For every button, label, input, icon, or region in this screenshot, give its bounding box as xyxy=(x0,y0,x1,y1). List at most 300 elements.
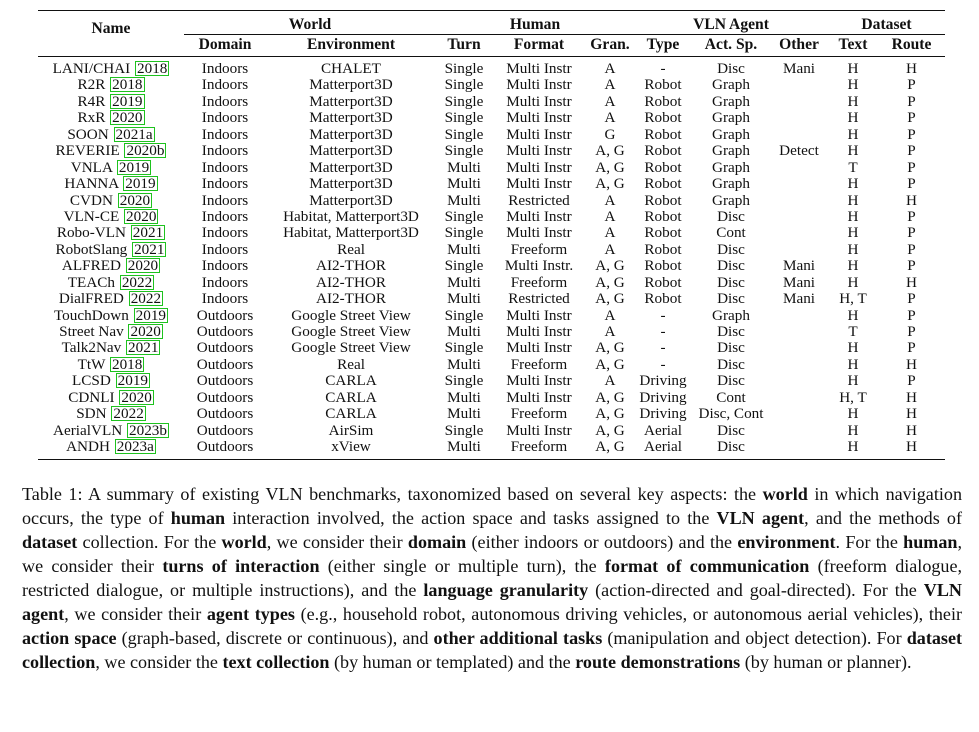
cell-text: H xyxy=(847,143,859,160)
cell-action-space: Disc xyxy=(717,340,745,357)
cell-turn: Single xyxy=(444,77,484,94)
caption-text: (by human or planner). xyxy=(740,652,912,672)
cell-route: P xyxy=(907,307,916,324)
cell-type: Driving xyxy=(639,373,687,390)
cell-format: Multi Instr xyxy=(506,110,572,127)
cell-text: H xyxy=(847,110,859,127)
cell-environment: CARLA xyxy=(325,406,377,423)
cell-action-space: Disc xyxy=(717,373,745,390)
cell-format: Freeform xyxy=(492,439,586,459)
cell-name xyxy=(38,176,184,192)
benchmark-name: SOON xyxy=(67,126,109,143)
cell-domain: Outdoors xyxy=(196,422,254,439)
cell-name xyxy=(38,77,184,93)
cell-type: Aerial xyxy=(644,422,682,439)
cell-format: Freeform xyxy=(510,406,568,423)
cell-format: Freeform xyxy=(510,274,568,291)
cell-text: H xyxy=(847,225,859,242)
cell-text: T xyxy=(848,324,858,341)
benchmark-name: SDN xyxy=(76,406,107,423)
benchmark-name: VNLA xyxy=(70,159,113,176)
cell-action-space: Graph xyxy=(712,110,750,127)
cell-format: Multi Instr xyxy=(506,422,572,439)
citation-link[interactable]: 2019 xyxy=(135,307,167,324)
cell-environment: Google Street View xyxy=(291,324,411,341)
cell-domain: Outdoors xyxy=(196,324,254,341)
caption-bold-term: VLN agent xyxy=(716,508,805,528)
caption-text: Table 1: A summary of existing VLN benchmarks, taxonomized based on several key aspects: the xyxy=(22,484,763,504)
cell-type: - xyxy=(660,60,666,78)
table-row xyxy=(38,308,945,324)
cell-format: Restricted xyxy=(508,291,570,308)
cell-name xyxy=(38,258,184,274)
cell-environment: Real xyxy=(337,356,365,373)
cell-route: P xyxy=(907,258,916,275)
benchmark-name: LANI/CHAI xyxy=(52,60,131,78)
cell-turn: Multi xyxy=(436,439,492,459)
benchmark-name: VLN-CE xyxy=(63,208,120,225)
citation-link[interactable]: 2020 xyxy=(112,110,143,127)
cell-text: H xyxy=(847,241,859,258)
cell-name xyxy=(38,423,184,439)
cell-other xyxy=(770,193,828,209)
cell-other: Mani xyxy=(782,258,816,275)
cell-domain: Indoors xyxy=(201,176,249,193)
cell-type: Robot xyxy=(644,93,682,110)
cell-granularity: A, G xyxy=(595,258,625,275)
caption-text: (action-directed and goal-directed). For the xyxy=(588,580,924,600)
benchmark-name: REVERIE xyxy=(55,143,120,160)
cell-action-space: Graph xyxy=(712,159,750,176)
cell-route: P xyxy=(907,291,916,308)
cell-type: Robot xyxy=(644,77,682,94)
citation-link[interactable]: 2020 xyxy=(121,389,152,406)
cell-turn: Single xyxy=(444,422,484,439)
cell-name xyxy=(38,110,184,126)
cell-turn: Multi xyxy=(447,406,481,423)
cell-route: H xyxy=(906,274,917,291)
citation-link[interactable]: 2019 xyxy=(118,159,150,176)
cell-granularity: A, G xyxy=(586,439,634,459)
cell-format: Multi Instr xyxy=(506,373,572,390)
citation-link[interactable]: 2020 xyxy=(127,258,159,275)
cell-domain: Indoors xyxy=(201,192,249,209)
table-row xyxy=(38,127,945,143)
cell-turn: Single xyxy=(444,373,484,390)
citation-link[interactable]: 2021 xyxy=(128,340,159,357)
cell-action-space: Graph xyxy=(712,176,750,193)
table-row xyxy=(38,357,945,373)
cell-type: Robot xyxy=(644,176,682,193)
vln-benchmark-table xyxy=(38,10,945,460)
table-row xyxy=(38,275,945,291)
table-row xyxy=(38,291,945,307)
caption-bold-term: other additional tasks xyxy=(433,628,603,648)
benchmark-name: TtW xyxy=(77,356,106,373)
caption-text: (freeform dialogue, restricted dialogue, or multiple instructions), and the xyxy=(22,556,963,600)
cell-other xyxy=(770,308,828,324)
caption-bold-term: turns of interaction xyxy=(162,556,320,576)
header-group-world: World xyxy=(184,11,436,35)
cell-format: Multi Instr xyxy=(506,389,572,406)
table-row xyxy=(38,193,945,209)
caption-bold-term: action space xyxy=(22,628,117,648)
header-group-dataset: Dataset xyxy=(828,11,945,35)
cell-environment: CARLA xyxy=(325,373,377,390)
cell-text: H xyxy=(847,192,859,209)
cell-domain: Outdoors xyxy=(196,307,254,324)
cell-format: Multi Instr xyxy=(506,143,572,160)
cell-text: H xyxy=(847,373,859,390)
caption-bold-term: route demonstrations xyxy=(575,652,741,672)
cell-route: H xyxy=(906,192,917,209)
caption-bold-term: agent types xyxy=(206,604,295,624)
table-row xyxy=(38,242,945,258)
cell-turn: Multi xyxy=(447,159,481,176)
cell-type: Robot xyxy=(644,241,682,258)
cell-type: Robot xyxy=(644,126,682,143)
cell-environment: AirSim xyxy=(328,422,374,439)
table-row xyxy=(38,390,945,406)
citation-link[interactable]: 2019 xyxy=(125,176,156,193)
cell-environment: Habitat, Matterport3D xyxy=(283,225,419,242)
caption-bold-term: world xyxy=(221,532,267,552)
cell-granularity: A, G xyxy=(595,176,625,193)
cell-action-space: Disc xyxy=(717,208,745,225)
benchmark-name: AerialVLN xyxy=(53,422,123,439)
cell-granularity: A xyxy=(604,307,616,324)
cell-environment: Matterport3D xyxy=(309,192,393,209)
cell-text: H xyxy=(847,422,859,439)
cell-format: Multi Instr xyxy=(506,176,572,193)
caption-text: , we consider their xyxy=(266,532,408,552)
cell-format: Multi Instr xyxy=(506,60,572,78)
cell-route: P xyxy=(907,241,916,258)
table-row xyxy=(38,406,945,422)
cell-action-space: Cont xyxy=(716,389,746,406)
benchmark-name: RxR xyxy=(77,110,106,127)
cell-granularity: A xyxy=(604,110,616,127)
cell-name xyxy=(38,94,184,110)
cell-type: Robot xyxy=(644,208,682,225)
cell-name xyxy=(38,193,184,209)
cell-action-space: Graph xyxy=(712,93,750,110)
cell-domain: Indoors xyxy=(201,241,249,258)
cell-text: H xyxy=(847,356,859,373)
cell-action-space: Graph xyxy=(712,143,750,160)
table-row xyxy=(38,423,945,439)
header-environment: Environment xyxy=(266,35,436,57)
benchmark-name: HANNA xyxy=(64,176,119,193)
table-row xyxy=(38,94,945,110)
caption-bold-term: human xyxy=(903,532,958,552)
citation-link[interactable]: 2019 xyxy=(112,93,143,110)
header-type: Type xyxy=(634,35,692,57)
table-row xyxy=(38,57,945,78)
cell-environment: CHALET xyxy=(321,60,381,78)
cell-type: - xyxy=(660,356,666,373)
cell-name xyxy=(38,57,184,78)
cell-environment: AI2-THOR xyxy=(315,258,387,275)
table-row xyxy=(38,225,945,241)
table-row xyxy=(38,110,945,126)
cell-name xyxy=(38,291,184,307)
cell-format: Multi Instr xyxy=(506,340,572,357)
citation-link[interactable]: 2021a xyxy=(115,126,153,143)
caption-text: , we consider the xyxy=(95,652,223,672)
caption-text: , we consider their xyxy=(64,604,207,624)
cell-action-space: Graph xyxy=(712,307,750,324)
cell-route: P xyxy=(907,176,916,193)
cell-text: H, T xyxy=(839,389,867,406)
benchmark-name: ALFRED xyxy=(61,258,121,275)
header-turn: Turn xyxy=(436,35,492,57)
cell-text: H xyxy=(847,77,859,94)
table-row xyxy=(38,439,945,459)
cell-environment: Habitat, Matterport3D xyxy=(283,208,419,225)
cell-turn: Single xyxy=(444,225,484,242)
cell-text: H xyxy=(847,208,859,225)
caption-text: (manipulation and object detection). For xyxy=(602,628,907,648)
caption-text: . For the xyxy=(835,532,904,552)
cell-format: Multi Instr xyxy=(506,126,572,143)
cell-format: Multi Instr xyxy=(506,324,572,341)
citation-link[interactable]: 2023b xyxy=(129,422,167,439)
cell-other xyxy=(770,160,828,176)
header-other: Other xyxy=(770,35,828,57)
cell-granularity: A xyxy=(604,208,616,225)
cell-environment: Matterport3D xyxy=(309,77,393,94)
benchmark-name: DialFRED xyxy=(58,291,124,308)
cell-action-space: Disc, Cont xyxy=(698,406,764,423)
cell-other: Mani xyxy=(782,60,816,78)
table-row xyxy=(38,77,945,93)
cell-environment: Matterport3D xyxy=(309,126,393,143)
cell-text: H xyxy=(847,340,859,357)
header-group-human: Human xyxy=(436,11,634,35)
cell-name xyxy=(38,143,184,159)
caption-bold-term: domain xyxy=(407,532,467,552)
cell-text: H xyxy=(847,406,859,423)
cell-granularity: A xyxy=(604,77,616,94)
cell-other xyxy=(770,209,828,225)
cell-domain: Outdoors xyxy=(184,439,266,459)
cell-type: - xyxy=(660,340,666,357)
cell-action-space: Cont xyxy=(716,225,746,242)
cell-granularity: A, G xyxy=(595,356,625,373)
cell-granularity: A, G xyxy=(595,406,625,423)
cell-environment: xView xyxy=(266,439,436,459)
cell-granularity: A xyxy=(604,373,616,390)
cell-granularity: A xyxy=(604,324,616,341)
citation-link[interactable]: 2020 xyxy=(130,324,161,341)
cell-domain: Outdoors xyxy=(196,373,254,390)
caption-text: (either indoors or outdoors) and the xyxy=(466,532,738,552)
cell-environment: Google Street View xyxy=(291,307,411,324)
cell-environment: AI2-THOR xyxy=(315,291,387,308)
cell-other xyxy=(770,406,828,422)
cell-turn: Multi xyxy=(447,241,481,258)
cell-type: Aerial xyxy=(634,439,692,459)
cell-format: Multi Instr xyxy=(506,159,572,176)
benchmark-name: CDNLI xyxy=(68,389,115,406)
citation-link[interactable]: 2022 xyxy=(113,406,144,423)
header-text: Text xyxy=(828,35,878,57)
cell-name xyxy=(38,160,184,176)
cell-route: P xyxy=(907,93,916,110)
caption-bold-term: dataset collection xyxy=(22,628,962,672)
cell-text: H, T xyxy=(839,291,867,308)
cell-action-space: Disc xyxy=(717,60,745,78)
caption-text: in which navigation occurs, the type of xyxy=(22,484,962,528)
benchmark-name: CVDN xyxy=(69,192,113,209)
cell-domain: Outdoors xyxy=(196,389,254,406)
cell-granularity: A, G xyxy=(595,159,625,176)
citation-link[interactable]: 2020 xyxy=(119,192,151,209)
cell-domain: Indoors xyxy=(201,60,249,78)
cell-route: H xyxy=(906,389,917,406)
cell-name xyxy=(38,439,184,459)
citation-link[interactable]: 2022 xyxy=(121,274,153,291)
cell-format: Multi Instr xyxy=(506,307,572,324)
cell-text: T xyxy=(848,159,858,176)
cell-action-space: Disc xyxy=(692,439,770,459)
cell-text: H xyxy=(847,258,859,275)
caption-text: (by human or templated) and the xyxy=(329,652,576,672)
cell-granularity: A xyxy=(604,60,616,78)
cell-name xyxy=(38,324,184,340)
cell-name xyxy=(38,340,184,356)
table-body xyxy=(38,57,945,460)
cell-type: Robot xyxy=(644,274,682,291)
cell-action-space: Disc xyxy=(717,241,745,258)
cell-type: Robot xyxy=(644,159,682,176)
cell-action-space: Graph xyxy=(712,192,750,209)
cell-environment: AI2-THOR xyxy=(315,274,387,291)
cell-action-space: Disc xyxy=(717,258,745,275)
table-row xyxy=(38,176,945,192)
cell-domain: Indoors xyxy=(201,274,249,291)
cell-granularity: G xyxy=(604,126,616,143)
cell-turn: Single xyxy=(444,307,484,324)
cell-type: - xyxy=(660,307,666,324)
citation-link[interactable]: 2021 xyxy=(134,241,165,258)
cell-text: H xyxy=(847,93,859,110)
cell-route: H xyxy=(906,422,917,439)
cell-turn: Multi xyxy=(447,192,481,209)
cell-domain: Outdoors xyxy=(196,406,254,423)
cell-granularity: A, G xyxy=(595,143,625,160)
cell-turn: Multi xyxy=(447,389,481,406)
cell-name xyxy=(38,127,184,143)
cell-environment: Matterport3D xyxy=(309,143,393,160)
cell-route: H xyxy=(878,439,945,459)
caption-text: , we consider their xyxy=(22,532,962,576)
cell-format: Freeform xyxy=(510,356,568,373)
cell-granularity: A, G xyxy=(595,291,625,308)
caption-text: collection. For the xyxy=(77,532,222,552)
cell-turn: Single xyxy=(444,126,484,143)
cell-turn: Multi xyxy=(447,356,481,373)
cell-other xyxy=(770,242,828,258)
citation-link[interactable]: 2018 xyxy=(112,77,143,94)
header-format: Format xyxy=(492,35,586,57)
cell-granularity: A xyxy=(604,192,616,209)
cell-type: - xyxy=(660,324,666,341)
table-row xyxy=(38,143,945,159)
cell-environment: Matterport3D xyxy=(309,176,393,193)
cell-text: H xyxy=(847,176,859,193)
cell-other xyxy=(770,324,828,340)
cell-action-space: Disc xyxy=(717,422,745,439)
cell-route: P xyxy=(907,225,916,242)
table-row xyxy=(38,373,945,389)
cell-format: Multi Instr xyxy=(506,225,572,242)
cell-turn: Multi xyxy=(447,324,481,341)
cell-type: Robot xyxy=(644,225,682,242)
cell-domain: Indoors xyxy=(201,126,249,143)
cell-text: H xyxy=(847,60,859,78)
cell-other xyxy=(770,127,828,143)
cell-name xyxy=(38,242,184,258)
cell-domain: Outdoors xyxy=(196,356,254,373)
cell-format: Freeform xyxy=(510,241,568,258)
benchmark-name: R2R xyxy=(77,77,106,94)
header-name: Name xyxy=(38,11,184,57)
citation-link[interactable]: 2021 xyxy=(132,225,164,242)
cell-domain: Indoors xyxy=(201,143,249,160)
cell-name xyxy=(38,390,184,406)
table-caption xyxy=(22,482,962,674)
cell-route: P xyxy=(907,208,916,225)
cell-name xyxy=(38,308,184,324)
benchmark-name: Talk2Nav xyxy=(61,340,122,357)
benchmark-name: Street Nav xyxy=(59,324,124,341)
citation-link[interactable]: 2018 xyxy=(111,356,143,373)
citation-link[interactable]: 2018 xyxy=(137,60,168,78)
cell-action-space: Disc xyxy=(717,274,745,291)
benchmark-name: RobotSlang xyxy=(55,241,128,258)
cell-name xyxy=(38,373,184,389)
cell-route: P xyxy=(907,373,916,390)
cell-route: H xyxy=(906,60,917,78)
cell-other xyxy=(770,94,828,110)
cell-type: Robot xyxy=(644,110,682,127)
cell-domain: Indoors xyxy=(201,291,249,308)
citation-link[interactable]: 2022 xyxy=(130,291,162,308)
caption-bold-term: dataset xyxy=(22,532,78,552)
cell-domain: Indoors xyxy=(201,77,249,94)
citation-link[interactable]: 2023a xyxy=(116,439,154,456)
caption-bold-term: VLN agent xyxy=(22,580,962,624)
citation-link[interactable]: 2020b xyxy=(126,143,165,160)
citation-link[interactable]: 2020 xyxy=(126,208,157,225)
citation-link[interactable]: 2019 xyxy=(117,373,148,390)
table-row xyxy=(38,209,945,225)
cell-turn: Multi xyxy=(447,176,481,193)
caption-text: (graph-based, discrete or continuous), and xyxy=(116,628,434,648)
cell-turn: Single xyxy=(444,208,484,225)
header-group-vln-agent: VLN Agent xyxy=(634,11,828,35)
cell-text: H xyxy=(847,274,859,291)
cell-format: Multi Instr xyxy=(506,77,572,94)
cell-route: P xyxy=(907,340,916,357)
cell-route: P xyxy=(907,110,916,127)
cell-other: Detect xyxy=(779,143,819,160)
cell-type: Robot xyxy=(644,143,682,160)
cell-domain: Indoors xyxy=(201,208,249,225)
caption-bold-term: language granularity xyxy=(423,580,589,600)
